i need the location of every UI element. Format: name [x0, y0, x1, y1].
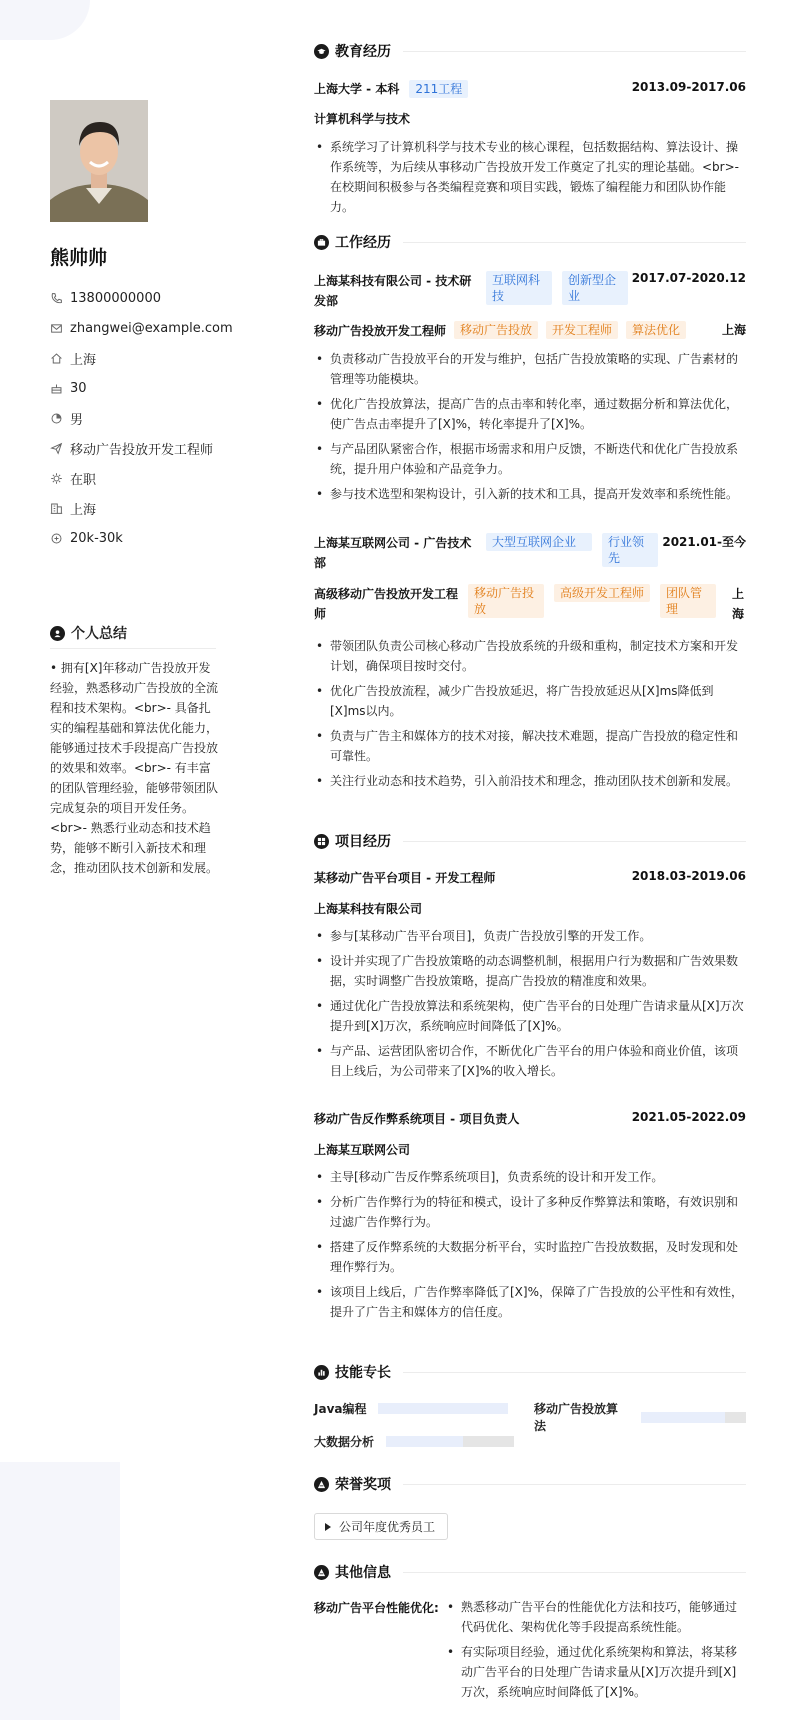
job-1-head — [314, 271, 746, 311]
salary-value: 20k-30k — [70, 530, 123, 546]
project-1-date: 2018.03-2019.06 — [631, 869, 746, 883]
job-2-city: 上海 — [732, 587, 745, 621]
skill-level-bar — [378, 1403, 508, 1414]
list-item: • 系统学习了计算机科学与技术专业的核心课程，包括数据结构、算法设计、操作系统等，为后续从事移动广告投放开发工作奠定了扎实的理论基础。<br>- 在校期间积极参与各类编程竞赛和项目实践，锻炼了编程能力和团队协作能力。 — [314, 137, 746, 217]
email-value: zhangwei@example.com — [70, 320, 233, 336]
list-item: • 参与[某移动广告平台项目]，负责广告投放引擎的开发工作。 — [314, 926, 746, 946]
education-date: 2013.09-2017.06 — [631, 80, 746, 94]
contact-info — [50, 283, 233, 553]
job-2-skill-2: 高级开发工程师 — [554, 584, 650, 602]
divider — [403, 1484, 746, 1485]
list-item: • 关注行业动态和技术趋势，引入前沿技术和理念，推动团队技术创新和发展。 — [314, 771, 746, 791]
mail-icon — [50, 322, 63, 335]
school-tag: 211工程 — [409, 80, 468, 98]
major: 计算机科学与技术 — [314, 112, 411, 126]
skill-name: Java编程 — [314, 1402, 367, 1416]
list-item: • 负责与广告主和媒体方的技术对接，解决技术难题，提高广告投放的稳定性和可靠性。 — [314, 726, 746, 766]
skill-bigdata — [314, 1433, 514, 1450]
info-location — [50, 343, 230, 373]
job-2-head — [314, 533, 746, 573]
divider — [403, 51, 746, 52]
avatar — [50, 100, 148, 222]
divider — [403, 841, 746, 842]
job-2-position: 高级移动广告投放开发工程师 — [314, 587, 459, 621]
work-city-value: 上海 — [70, 502, 97, 518]
job-2-tag-2: 行业领先 — [602, 533, 658, 567]
other-label: 移动广告平台性能优化: — [314, 1601, 439, 1615]
home-icon — [50, 352, 63, 365]
project-1-bullets — [314, 926, 746, 1086]
job-1-bullets — [314, 349, 746, 509]
job-2-skill-3: 团队管理 — [660, 584, 716, 618]
list-item: • 与产品团队紧密合作，根据市场需求和用户反馈，不断迭代和优化广告投放系统，提升用户体验和产品竞争力。 — [314, 439, 746, 479]
job-1-position: 移动广告投放开发工程师 — [314, 323, 447, 338]
skill-level-bar — [386, 1436, 514, 1447]
list-item: • 该项目上线后，广告作弊率降低了[X]%，保障了广告投放的公平性和有效性，提升了广告主和媒体方的信任度。 — [314, 1282, 746, 1322]
education-heading: 教育经历 — [314, 41, 746, 61]
work-heading: 工作经历 — [314, 232, 746, 252]
awards-heading: 荣誉奖项 — [314, 1474, 746, 1494]
list-item: • 带领团队负责公司核心移动广告投放系统的升级和重构，制定技术方案和开发计划，确保项目按时交付。 — [314, 636, 746, 676]
job-1-company: 上海某科技有限公司 - 技术研发部 — [314, 274, 472, 308]
project-2-name: 移动广告反作弊系统项目 - 项目负责人 — [314, 1112, 520, 1126]
school-name: 上海大学 - 本科 — [314, 82, 400, 96]
grid-icon — [314, 834, 329, 849]
list-item: • 设计并实现了广告投放策略的动态调整机制，根据用户行为数据和广告效果数据，实时调整广告投放策略，提高广告投放的精准度和效果。 — [314, 951, 746, 991]
job-2-date: 2021.01-至今 — [662, 535, 746, 549]
skill-ad-algorithm — [534, 1400, 746, 1434]
graduation-cap-icon — [314, 44, 329, 59]
award-item: 公司年度优秀员工 — [314, 1513, 448, 1540]
gender-value: 男 — [70, 412, 84, 428]
other-heading: 其他信息 — [314, 1562, 746, 1582]
job-1-tag-1: 互联网科技 — [486, 271, 552, 305]
location-value: 上海 — [70, 352, 97, 368]
project-2-bullets — [314, 1167, 746, 1327]
list-item: • 参与技术选型和架构设计，引入新的技术和工具，提高开发效率和系统性能。 — [314, 484, 746, 504]
info-email — [50, 313, 233, 343]
list-item: • 负责移动广告投放平台的开发与维护，包括广告投放策略的实现、广告素材的管理等功能模块。 — [314, 349, 746, 389]
job-1-position-row — [314, 321, 746, 339]
candidate-name: 熊帅帅 — [50, 247, 108, 269]
info-position — [50, 433, 230, 463]
job-2-company: 上海某互联网公司 - 广告技术部 — [314, 536, 472, 570]
other-bullets — [445, 1597, 746, 1707]
education-entry-head — [314, 80, 746, 98]
list-item: • 通过优化广告投放算法和系统架构，使广告平台的日处理广告请求量从[X]万次提升到[X]万次，系统响应时间降低了[X]%。 — [314, 996, 746, 1036]
job-1-date: 2017.07-2020.12 — [631, 271, 746, 285]
job-1-skill-2: 开发工程师 — [546, 321, 618, 339]
skill-name: 移动广告投放算法 — [534, 1402, 619, 1433]
info-status — [50, 463, 230, 493]
divider — [403, 1572, 746, 1573]
cake-icon — [50, 382, 63, 395]
info-age — [50, 373, 230, 403]
project-2-org: 上海某互联网公司 — [314, 1143, 411, 1157]
list-item: • 分析广告作弊行为的特征和模式，设计了多种反作弊算法和策略，有效识别和过滤广告作弊行为。 — [314, 1192, 746, 1232]
play-icon — [325, 1523, 331, 1531]
user-icon — [50, 626, 65, 641]
award-icon — [314, 1477, 329, 1492]
job-1-city: 上海 — [721, 323, 746, 337]
salary-icon — [50, 532, 63, 545]
list-item: • 与产品、运营团队密切合作，不断优化广告平台的用户体验和商业价值，该项目上线后，为公司带来了[X]%的收入增长。 — [314, 1041, 746, 1081]
info-phone — [50, 283, 230, 313]
phone-value: 13800000000 — [70, 290, 161, 306]
list-item: • 优化广告投放流程，减少广告投放延迟，将广告投放延迟从[X]ms降低到[X]ms以内。 — [314, 681, 746, 721]
summary-text: • 拥有[X]年移动广告投放开发经验，熟悉移动广告投放的全流程和技术架构。<br>- 具备扎实的编程基础和算法优化能力，能够通过技术手段提高广告投放的效果和效率。<br>- 有丰富的团队管理经验，能够带领团队完成复杂的项目开发任务。<br>- 熟悉行业动态和技术趋势，能够不断引入新技术和理念，推动团队技术创新和发展。 — [50, 661, 219, 875]
gender-icon — [50, 412, 63, 425]
job-2-bullets — [314, 636, 746, 796]
project-1-org: 上海某科技有限公司 — [314, 902, 423, 916]
divider — [403, 242, 746, 243]
job-1-skill-1: 移动广告投放 — [454, 321, 538, 339]
job-2-tag-1: 大型互联网企业 — [486, 533, 592, 551]
status-icon — [50, 472, 63, 485]
list-item: • 主导[移动广告反作弊系统项目]，负责系统的设计和开发工作。 — [314, 1167, 746, 1187]
briefcase-icon — [314, 235, 329, 250]
job-1-tag-2: 创新型企业 — [562, 271, 628, 305]
age-value: 30 — [70, 380, 87, 396]
project-2-head — [314, 1110, 746, 1127]
phone-icon — [50, 292, 63, 305]
education-bullets — [314, 137, 746, 222]
info-icon — [314, 1565, 329, 1580]
job-2-skill-1: 移动广告投放 — [468, 584, 544, 618]
summary-heading: 个人总结 — [50, 623, 216, 649]
divider — [403, 1372, 746, 1373]
list-item: • 熟悉移动广告平台的性能优化方法和技巧，能够通过代码优化、架构优化等手段提高系统性能。 — [445, 1597, 746, 1637]
list-item: • 搭建了反作弊系统的大数据分析平台，实时监控广告投放数据，及时发现和处理作弊行为。 — [314, 1237, 746, 1277]
project-1-head — [314, 869, 746, 886]
job-1-skill-3: 算法优化 — [626, 321, 686, 339]
skill-name: 大数据分析 — [314, 1435, 375, 1449]
info-gender — [50, 403, 230, 433]
job-2-position-row — [314, 584, 746, 624]
status-value: 在职 — [70, 472, 97, 488]
bar-chart-icon — [314, 1365, 329, 1380]
send-icon — [50, 442, 63, 455]
projects-heading: 项目经历 — [314, 831, 746, 851]
info-salary — [50, 523, 230, 553]
project-2-date: 2021.05-2022.09 — [631, 1110, 746, 1124]
list-item: • 有实际项目经验，通过优化系统架构和算法，将某移动广告平台的日处理广告请求量从[X]万次提升到[X]万次，系统响应时间降低了[X]%。 — [445, 1642, 746, 1702]
project-1-name: 某移动广告平台项目 - 开发工程师 — [314, 871, 496, 885]
building-icon — [50, 502, 63, 515]
skill-java — [314, 1400, 508, 1417]
skill-level-bar — [641, 1412, 746, 1423]
sidebar — [0, 0, 240, 1720]
skills-heading: 技能专长 — [314, 1362, 746, 1382]
list-item: • 优化广告投放算法，提高广告的点击率和转化率，通过数据分析和算法优化，使广告点击率提升了[X]%，转化率提升了[X]%。 — [314, 394, 746, 434]
position-value: 移动广告投放开发工程师 — [70, 442, 214, 458]
info-work-city — [50, 493, 230, 523]
